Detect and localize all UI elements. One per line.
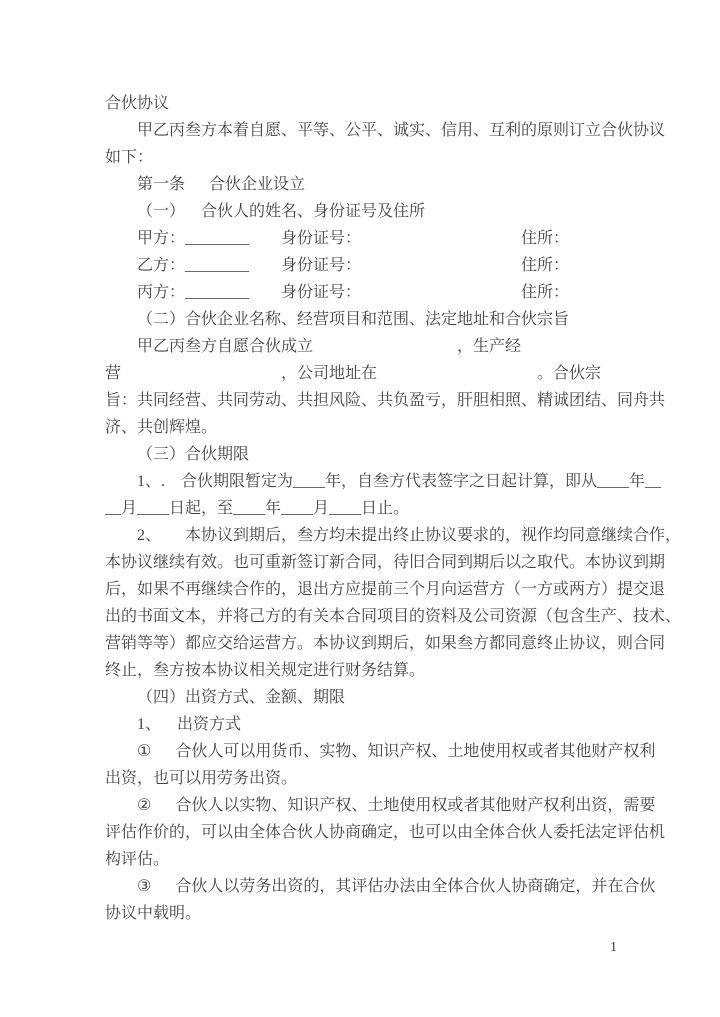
document-line (105, 117, 666, 144)
text-segment: 身份证号： (281, 230, 362, 247)
text-segment: 合伙企业设立 (209, 176, 306, 193)
text-segment: 本协议到期后，叁方均未提出终止协议要求的，视作均同意继续合作， (185, 527, 682, 544)
text-segment: ，公司地址在 (281, 365, 378, 382)
text-segment: 合伙人以实物、知识产权、土地使用权或者其他财产权利出资，需要 (175, 797, 656, 814)
text-segment: 1、. (137, 473, 166, 490)
text-segment: 身份证号： (281, 284, 362, 301)
document-line (105, 144, 617, 171)
text-segment: 合伙人以劳务出资的，其评估办法由全体合伙人协商确定，并在合伙 (175, 878, 656, 895)
text-segment: 协议中载明。 (105, 905, 202, 922)
text-segment: 住所： (521, 284, 570, 301)
text-segment: 出资，也可以用劳务出资。 (105, 770, 298, 787)
document-line (105, 387, 666, 414)
document-line (105, 846, 617, 873)
party-row-yi (105, 252, 617, 279)
document-line (105, 549, 666, 576)
party-row-bing (105, 279, 617, 306)
document-line (105, 333, 617, 360)
section-3-heading (105, 441, 617, 468)
text-segment: 构评估。 (105, 851, 170, 868)
text-segment: （四）出资方式、金额、期限 (137, 689, 346, 706)
text-segment: 合伙期限暂定为____年，自叁方代表签字之日起计算，即从____年__ (181, 473, 662, 490)
text-segment: 营 (105, 365, 122, 382)
text-segment: ① (137, 743, 152, 760)
document-line (105, 873, 656, 900)
document-line (105, 711, 617, 738)
text-segment: 如下： (105, 149, 154, 166)
text-segment: 第一条 (137, 176, 186, 193)
document-line (105, 657, 617, 684)
blank-space (151, 809, 175, 810)
document-line (105, 603, 682, 630)
document-line (105, 900, 617, 927)
text-segment: 甲方：________ (137, 230, 250, 247)
blank-space (249, 269, 281, 270)
text-segment: ③ (137, 878, 152, 895)
text-segment: （二）合伙企业名称、经营项目和范围、法定地址和合伙宗旨 (137, 311, 570, 328)
document-line (105, 819, 666, 846)
text-segment: 旨：共同经营、共同劳动、共担风险、共负盈亏，肝胆相照、精诚团结、同舟共 (105, 392, 666, 409)
page-number: 1 (610, 940, 617, 955)
document-body (105, 90, 682, 927)
text-segment: 济、共创辉煌。 (105, 419, 218, 436)
text-segment: 丙方：________ (137, 284, 250, 301)
text-segment: 乙方：________ (137, 257, 250, 274)
document-line (105, 522, 682, 549)
text-segment: 终止，叁方按本协议相关规定进行财务结算。 (105, 662, 426, 679)
article-1-heading (105, 171, 617, 198)
document-line (105, 792, 656, 819)
document-line (105, 495, 617, 522)
document-line (105, 630, 666, 657)
text-segment: 2、 (137, 527, 162, 544)
text-segment: 住所： (521, 257, 570, 274)
section-4-heading (105, 684, 617, 711)
text-segment: 出的书面文本，并将己方的有关本合同项目的资料及公司资源（包含生产、技术、 (105, 608, 682, 625)
text-segment: 住所： (521, 230, 570, 247)
text-segment: ，生产经 (457, 338, 522, 355)
text-segment: __月____日起，至____年____月____日止。 (105, 500, 410, 517)
text-segment: 合伙协议 (105, 95, 170, 112)
blank-space (361, 269, 521, 270)
blank-space (161, 539, 185, 540)
text-segment: ② (137, 797, 152, 814)
document-line (105, 576, 666, 603)
blank-space (249, 296, 281, 297)
text-segment: 本协议继续有效。也可重新签订新合同，待旧合同到期后以之取代。本协议到期 (105, 554, 666, 571)
text-segment: 后，如果不再继续合作的，退出方应提前三个月向运营方（一方或两方）提交退 (105, 581, 666, 598)
blank-space (165, 485, 181, 486)
blank-space (185, 188, 209, 189)
document-title (105, 90, 617, 117)
blank-space (361, 296, 521, 297)
blank-space (249, 242, 281, 243)
blank-space (151, 755, 175, 756)
blank-space (161, 728, 177, 729)
document-line (105, 414, 617, 441)
blank-space (151, 890, 175, 891)
text-segment: 合伙人的姓名、身份证号及住所 (201, 203, 426, 220)
text-segment: （三）合伙期限 (137, 446, 250, 463)
text-segment: 甲乙丙叁方本着自愿、平等、公平、诚实、信用、互利的原则订立合伙协议 (137, 122, 666, 139)
text-segment: 1、 (137, 716, 162, 733)
text-segment: 评估作价的，可以由全体合伙人协商确定，也可以由全体合伙人委托法定评估机 (105, 824, 666, 841)
text-segment: 合伙人可以用货币、实物、知识产权、土地使用权或者其他财产权利 (175, 743, 656, 760)
text-segment: 身份证号： (281, 257, 362, 274)
text-segment: 。合伙宗 (537, 365, 602, 382)
text-segment: 甲乙丙叁方自愿合伙成立 (137, 338, 314, 355)
blank-space (377, 377, 537, 378)
page-footer (105, 938, 617, 958)
text-segment: （一） (137, 203, 186, 220)
text-segment: 营销等等）都应交给运营方。本协议到期后，如果叁方都同意终止协议，则合同 (105, 635, 666, 652)
blank-space (185, 215, 201, 216)
blank-space (121, 377, 281, 378)
blank-space (361, 242, 521, 243)
text-segment: 出资方式 (177, 716, 242, 733)
section-1-heading (105, 198, 617, 225)
party-row-jia (105, 225, 617, 252)
document-line (105, 738, 656, 765)
document-line (105, 765, 617, 792)
document-line (105, 468, 662, 495)
blank-space (313, 350, 457, 351)
document-line (105, 360, 617, 387)
section-2-heading (105, 306, 617, 333)
